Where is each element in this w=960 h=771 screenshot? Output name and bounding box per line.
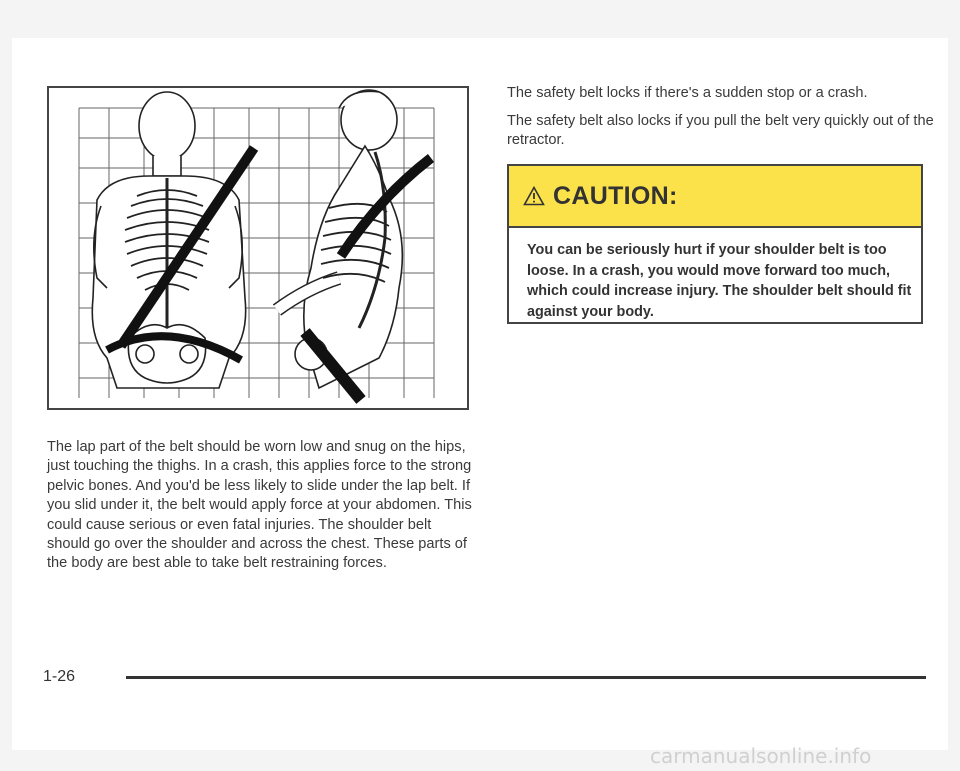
footer-divider xyxy=(126,676,926,679)
belt-locks-paragraph: The safety belt locks if there's a sudden stop or a crash. xyxy=(507,85,868,101)
watermark: carmanualsonline.info xyxy=(650,744,872,768)
page-number: 1-26 xyxy=(43,668,76,685)
caution-text: You can be seriously hurt if your shoulder belt is too loose. In a crash, you would move forward too much, which could increase injury. The shoulder belt should fit against your body. xyxy=(527,242,912,320)
belt-retractor-paragraph: The safety belt also locks if you pull the belt very quickly out of the retractor. xyxy=(507,113,934,149)
seatbelt-skeleton-illustration xyxy=(47,86,469,410)
caution-title: CAUTION: xyxy=(553,181,678,210)
warning-triangle-icon xyxy=(523,186,545,206)
lap-belt-paragraph: The lap part of the belt should be worn low and snug on the hips, just touching the thighs. In a crash, this applies force to the strong pelvic bones. And you'd be less likely to slide under the lap belt. If you slid under it, the belt would apply force at your abdomen. This could cause serious or even fatal injuries. The shoulder belt should go over the shoulder and across the chest. These parts of the body are best able to take belt restraining forces. xyxy=(47,439,472,572)
caution-header xyxy=(509,166,921,228)
caution-box xyxy=(507,164,923,324)
